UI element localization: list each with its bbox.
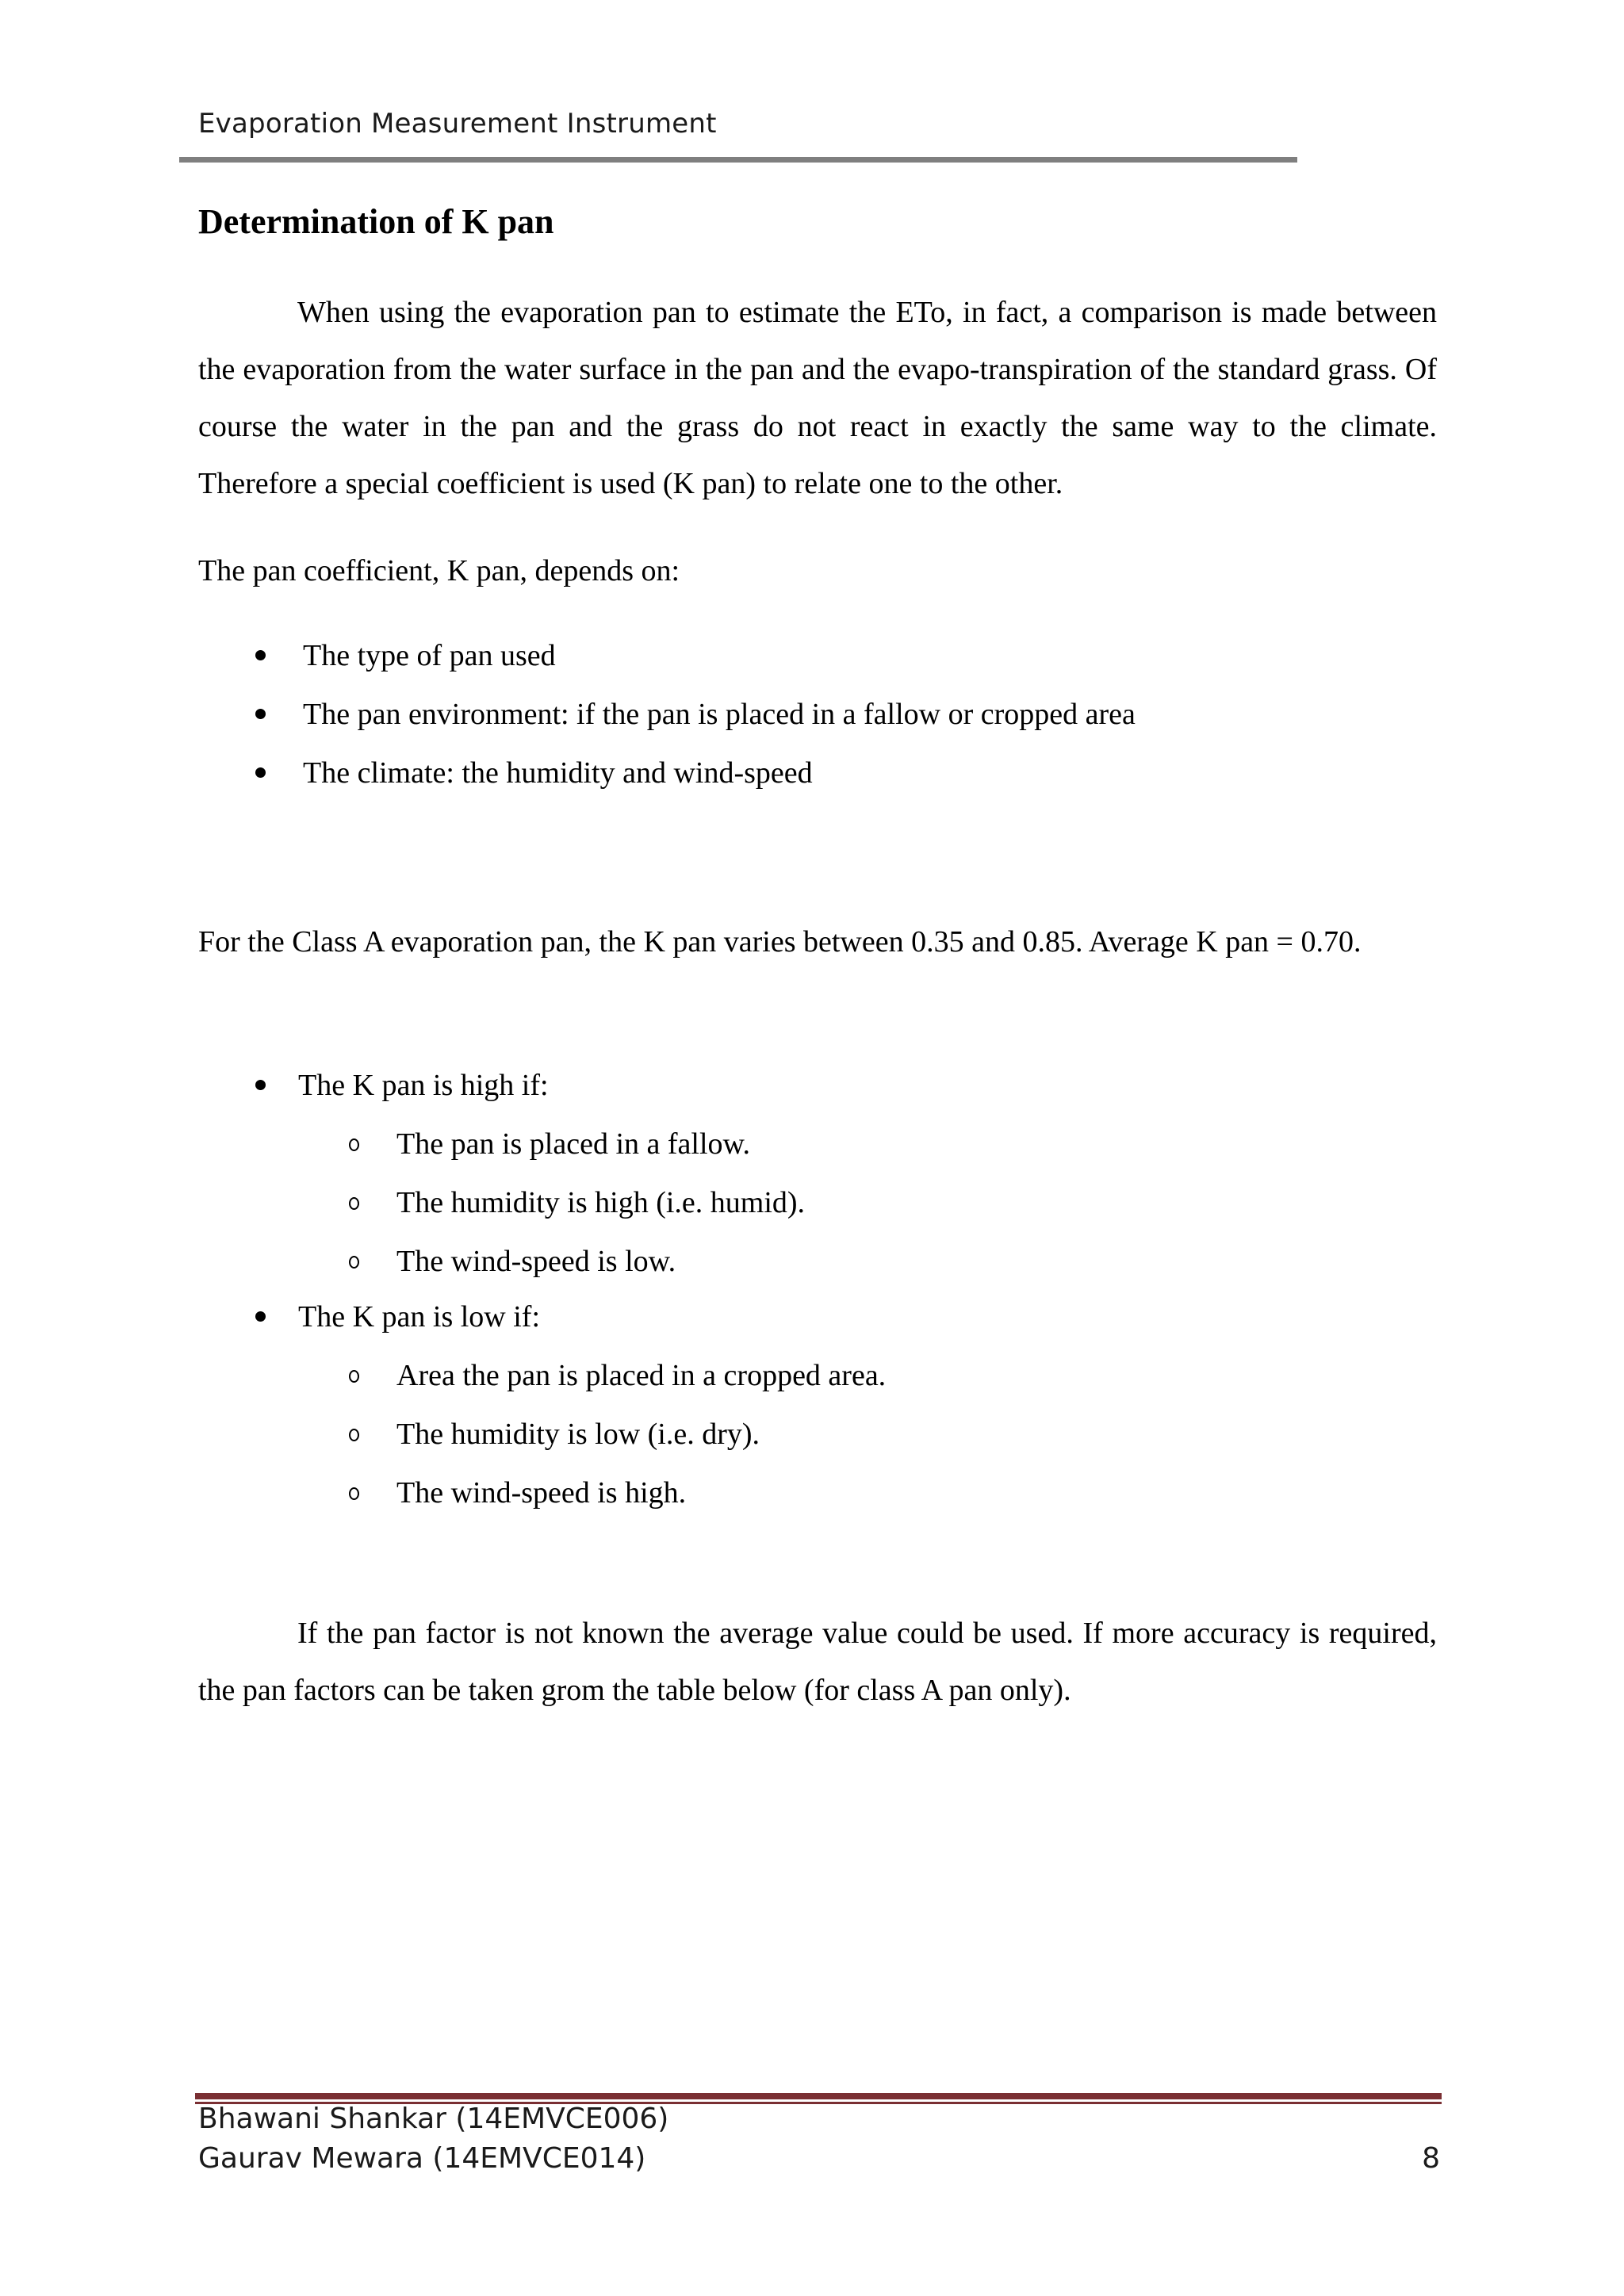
bullet-icon bbox=[255, 1080, 266, 1090]
list-item bbox=[349, 1115, 1427, 1173]
list-item bbox=[349, 1346, 1427, 1405]
circle-bullet-icon bbox=[349, 1370, 359, 1383]
k-pan-low-sublist bbox=[349, 1346, 1427, 1522]
depends-intro: The pan coefficient, K pan, depends on: bbox=[198, 554, 680, 587]
intro-paragraph: When using the evaporation pan to estimate the ETo, in fact, a comparison is made between the evaporation from the water surface in the pan and the evapo-transpiration of the standard grass. Of course the water in the pan and the grass do not react in exactly the same way to the climate. Therefore a special coefficient is used (K pan) to relate one to the other. bbox=[198, 296, 1437, 500]
list-item bbox=[255, 1056, 1429, 1115]
list-item bbox=[349, 1173, 1427, 1232]
list-item-text: The type of pan used bbox=[303, 639, 556, 672]
footer-author-1: Bhawani Shankar (14EMVCE006) bbox=[198, 2103, 669, 2135]
k-pan-low-list bbox=[255, 1288, 1429, 1346]
list-item-text: The climate: the humidity and wind-speed bbox=[303, 756, 813, 790]
list-item bbox=[255, 1288, 1429, 1346]
footer-rule bbox=[195, 2093, 1442, 2099]
depends-list bbox=[255, 626, 1429, 802]
circle-bullet-icon bbox=[349, 1256, 359, 1269]
running-header: Evaporation Measurement Instrument bbox=[198, 108, 717, 140]
circle-bullet-icon bbox=[349, 1487, 359, 1500]
list-item bbox=[349, 1232, 1427, 1291]
list-item-text: The pan environment: if the pan is placed in a fallow or cropped area bbox=[303, 698, 1136, 731]
list-item bbox=[255, 744, 1429, 802]
list-item-text: The K pan is low if: bbox=[298, 1300, 541, 1334]
bullet-icon bbox=[255, 1311, 266, 1322]
closing-paragraph: If the pan factor is not known the average value could be used. If more accuracy is required, the pan factors can be taken grom the table below (for class A pan only). bbox=[198, 1617, 1437, 1707]
k-pan-high-list bbox=[255, 1056, 1429, 1115]
bullet-icon bbox=[255, 709, 266, 719]
list-item-text: The humidity is high (i.e. humid). bbox=[396, 1186, 806, 1219]
list-item bbox=[349, 1464, 1427, 1522]
list-item bbox=[255, 685, 1429, 744]
section-heading: Determination of K pan bbox=[198, 202, 554, 241]
list-item-text: The wind-speed is low. bbox=[396, 1245, 676, 1278]
list-item bbox=[255, 626, 1429, 685]
k-pan-high-sublist bbox=[349, 1115, 1427, 1291]
list-item-text: The wind-speed is high. bbox=[396, 1476, 687, 1510]
circle-bullet-icon bbox=[349, 1429, 359, 1441]
circle-bullet-icon bbox=[349, 1138, 359, 1151]
bullet-icon bbox=[255, 650, 266, 660]
circle-bullet-icon bbox=[349, 1197, 359, 1210]
range-paragraph: For the Class A evaporation pan, the K pan varies between 0.35 and 0.85. Average K pan = 0.70. bbox=[198, 925, 1362, 959]
bullet-icon bbox=[255, 767, 266, 778]
list-item-text: The humidity is low (i.e. dry). bbox=[396, 1418, 760, 1451]
list-item-text: The pan is placed in a fallow. bbox=[396, 1127, 750, 1161]
list-item-text: The K pan is high if: bbox=[298, 1069, 549, 1102]
list-item-text: Area the pan is placed in a cropped area. bbox=[396, 1359, 887, 1392]
list-item bbox=[349, 1405, 1427, 1464]
footer-author-2: Gaurav Mewara (14EMVCE014) bbox=[198, 2142, 646, 2175]
header-rule bbox=[179, 157, 1297, 163]
page-number: 8 bbox=[1422, 2142, 1440, 2175]
